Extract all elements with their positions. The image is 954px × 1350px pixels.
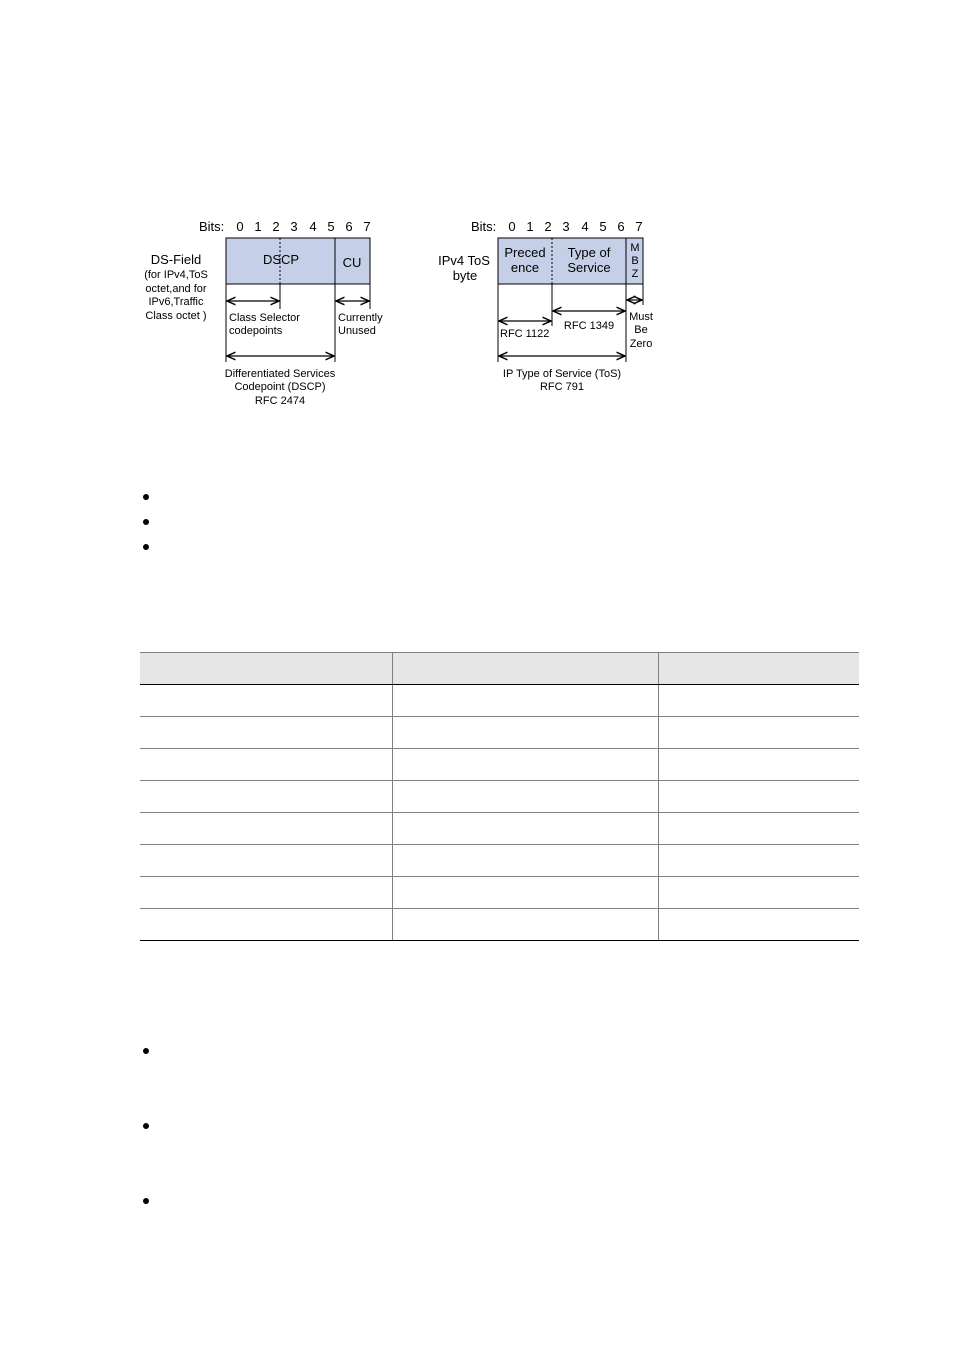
table-cell [140,845,392,877]
table-cell [392,845,658,877]
ds-bit-7: 7 [363,219,371,234]
tos-bit-3: 3 [562,219,570,234]
bullet-dot [143,1123,149,1129]
table-cell [140,781,392,813]
tos-bit-5: 5 [599,219,607,234]
table-cell [658,909,859,941]
mbz-label [630,242,639,280]
ds-field-title: DS-Field [150,252,202,267]
tos-bit-4: 4 [581,219,589,234]
table-cell [392,685,658,717]
tos-bit-6: 6 [617,219,625,234]
table-row [140,685,859,717]
dscp-caption-line: RFC 2474 [254,395,306,407]
ds-subtitle-line: IPv6,Traffic [148,296,204,308]
bullet-dot [143,494,149,500]
must-be-zero-line: Must [629,311,653,323]
ds-bit-0: 0 [236,219,244,234]
table-header-cell [140,653,392,685]
bullet-dot [143,519,149,525]
must-be-zero-line: Be [634,324,648,336]
type-of-service-line: Type of [567,245,611,260]
tos-title [438,253,490,283]
currently-unused-label [338,312,383,337]
ds-subtitle-line: (for IPv4,ToS [144,269,208,281]
table-cell [658,877,859,909]
ds-field-subtitle [144,269,208,322]
table-cell [392,813,658,845]
tos-bit-7: 7 [635,219,643,234]
table-cell [658,717,859,749]
ds-bit-3: 3 [290,219,298,234]
precedence-line: Preced [504,245,546,260]
tos-bit-0: 0 [508,219,516,234]
mbz-letter: Z [631,268,639,280]
ds-field-tos-diagram [0,0,954,420]
table-cell [658,845,859,877]
table-row [140,781,859,813]
currently-unused-line: Currently [338,312,383,324]
dscp-label: DSCP [262,252,300,267]
ds-bit-1: 1 [254,219,262,234]
tos-bits-label: Bits: [471,219,497,234]
bullet-dot [143,544,149,550]
table-cell [658,813,859,845]
currently-unused-line: Unused [338,325,376,337]
table-cell [140,717,392,749]
class-selector-label [229,312,300,337]
tos-bit-numbers [508,219,642,234]
table-cell [140,749,392,781]
table-cell [140,909,392,941]
table-cell [140,685,392,717]
table-row [140,845,859,877]
table-header-cell [658,653,859,685]
ds-bits-label: Bits: [199,219,225,234]
type-of-service-line: Service [567,260,611,275]
table-row [140,877,859,909]
mbz-letter: M [630,242,640,254]
tos-bit-1: 1 [526,219,534,234]
rfc1349-label: RFC 1349 [563,320,615,332]
bullet-dot [143,1198,149,1204]
table-cell [392,781,658,813]
cu-label: CU [342,255,362,270]
table-row [140,717,859,749]
table-row [140,813,859,845]
table-cell [658,781,859,813]
ds-subtitle-line: octet,and for [145,283,207,295]
class-selector-line: codepoints [229,325,283,337]
ds-bit-numbers [236,219,370,234]
tos-caption-line: IP Type of Service (ToS) [502,368,622,380]
tos-caption-line: RFC 791 [539,381,585,393]
rfc1122-label: RFC 1122 [500,328,550,340]
dscp-caption-line: Codepoint (DSCP) [234,381,326,393]
ds-bit-4: 4 [309,219,317,234]
table-cell [658,685,859,717]
dscp-caption-line: Differentiated Services [224,368,336,380]
ds-subtitle-line: Class octet ) [145,310,207,322]
must-be-zero-label [629,311,653,350]
table-cell [658,749,859,781]
type-of-service-label [567,245,610,275]
bullet-dot [143,1048,149,1054]
table-cell [392,877,658,909]
precedence-line: ence [510,260,540,275]
dscp-caption [225,368,336,407]
class-selector-line: Class Selector [229,312,300,324]
tos-bit-2: 2 [544,219,552,234]
table-cell [392,717,658,749]
table-cell [392,749,658,781]
ds-bit-5: 5 [327,219,335,234]
table-cell [140,813,392,845]
must-be-zero-line: Zero [629,338,653,350]
tos-caption [503,368,621,393]
table-row [140,909,859,941]
table-row [140,749,859,781]
tos-title-line: byte [452,268,478,283]
tos-title-line: IPv4 ToS [438,253,490,268]
table-header-cell [392,653,658,685]
ds-bit-2: 2 [272,219,280,234]
mbz-letter: B [631,255,639,267]
table-cell [140,877,392,909]
ds-bit-6: 6 [345,219,353,234]
data-table [140,652,859,941]
table-header-row [140,653,859,685]
table-cell [392,909,658,941]
